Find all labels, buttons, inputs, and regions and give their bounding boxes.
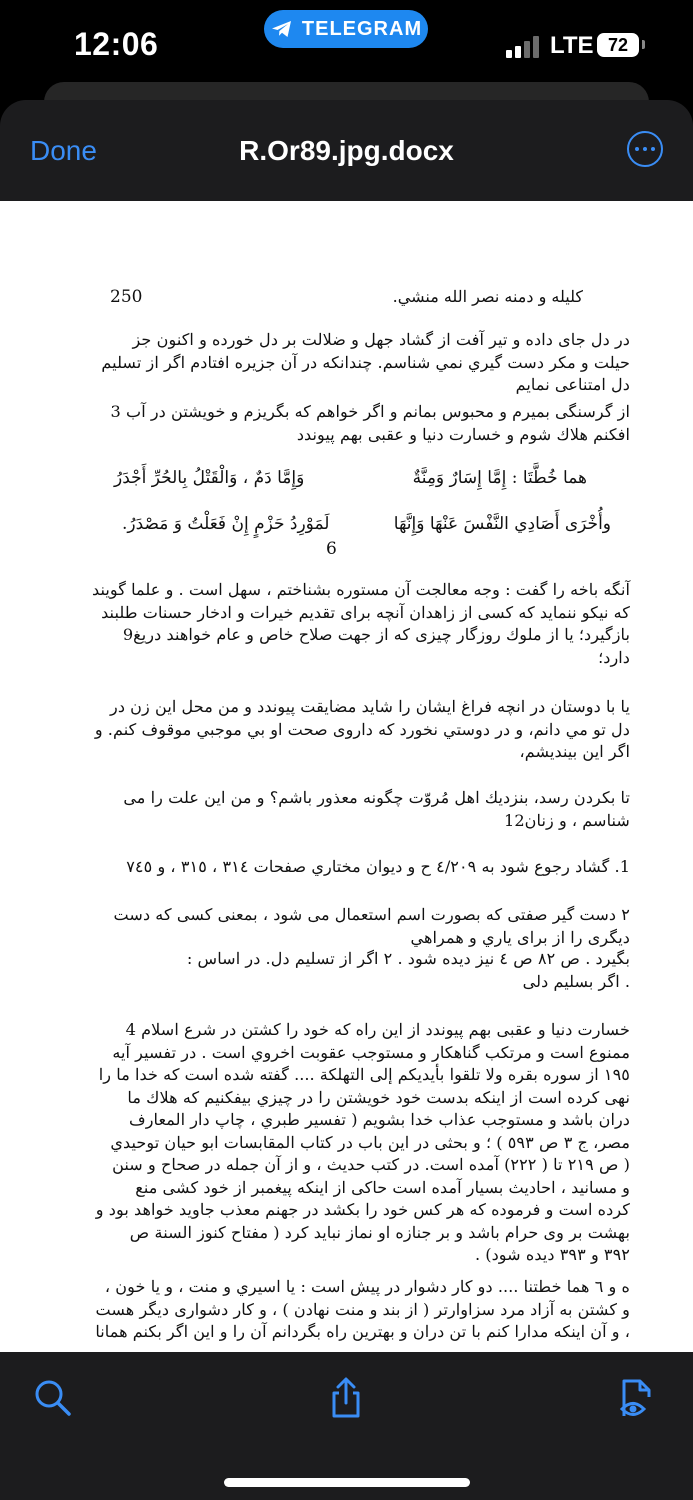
page-number: 250 bbox=[110, 287, 143, 307]
telegram-return-pill[interactable] bbox=[264, 10, 428, 48]
verse-line: لَمَوْرِدُ حَزْمٍ إِنْ فَعَلْتُ وَ مَصْدَرُ. bbox=[122, 514, 330, 534]
paragraph: در دل جاى داده و تير آفت از گشاد جهل و ضلالت بر دل خورده و اكنون جز حيلت و مكر دست گيري نمي شناسم. چندانكه در آن جزيره افتادم اگر از تسليم دل امتناعى نمايم bbox=[101, 330, 630, 394]
document-title: R.Or89.jpg.docx bbox=[239, 135, 454, 166]
battery-tip bbox=[642, 40, 645, 49]
ellipsis-circle-icon[interactable] bbox=[627, 131, 663, 167]
home-indicator[interactable] bbox=[224, 1478, 470, 1487]
paragraph: يا با دوستان در انچه فراغ ايشان را شايد مضايقت پيوندد و من محل اين زن در دل تو مي دانم، و در دوستي نخورد كه داروى صحت او بي موجبي موقوف كنم. و اگر اين بينديشم، bbox=[94, 697, 630, 761]
document-view-icon[interactable] bbox=[614, 1376, 658, 1420]
verse-line: هما خُطَّتَا : إِمَّا إِسَارٌ وَمِنَّةٌ bbox=[412, 468, 587, 488]
verse-line: وأُخْرَى أَصَادِي النَّفْسَ عَنْهَا وَإِنَّهَا bbox=[393, 514, 611, 534]
status-time: 12:06 bbox=[74, 26, 159, 62]
footnote: خسارت دنيا و عقبى بهم پيوندد از اين راه كه خود را كشتن در شرع اسلام 4 ممنوع است و مرتكب گناهكار و مستوجب عقوبت اخروي است . در تفسير آيه ١٩٥ از سوره بقره ولا تلقوا بأيديكم إلى التهلكة .... گفته شده است كه خدا ما را نهى كرده است از اينكه بدست خود خويشتن را در چيزي بيفكنيم كه هلاك ما دران باشد و مستوجب عذاب خدا بشويم ( تفسير طبري ، چاپ دار المعارف مصر، ج ٣ ص ٥٩٣ ) ؛ و بحثى در اين باب در كتاب المقابسات ابو حيان توحيدي ( ص ٢١٩ تا ( ٢٢٢) آمده است. در كتب حديث ، و از آن جمله در صحاح و سنن و مسانيد ، احاديث بسيار آمده است حاكى از اينكه پيغمبر از خود كشى منع كرده است و فرموده كه هر كس خود را بكشد در جهنم معذب جاويد خواهد بود و بهشت بر وى حرام باشد و بر جنازه او نماز نبايد كرد ( مفتاح كنوز السنة ص ٣٩٢ و ٣٩٣ ديده شود) . bbox=[95, 1020, 630, 1264]
network-type: LTE bbox=[550, 32, 594, 59]
page-header-title: كليله و دمنه نصر الله منشي. bbox=[392, 287, 583, 306]
paragraph: تا بكردن رسد، بنزديك اهل مُروّت چگونه معذور باشم؟ و من اين علت را مى شناسم ، و زنان12 bbox=[123, 788, 630, 830]
footnote: ه و ٦ هما خطتنا .... دو كار دشوار در پيش است : يا اسيري و منت ، و يا خون ، و كشتن به آزاد مرد سزاوارتر ( از بند و منت نهادن ) ، و كار دشوارى ديگر هست ، و آن اينكه مدارا كنم با تن دران و بهترين راه بگردانم آن را و اين اگر بكنم همانا bbox=[95, 1277, 630, 1341]
status-bar bbox=[0, 0, 693, 90]
search-icon[interactable] bbox=[31, 1376, 75, 1420]
cellular-signal-icon bbox=[506, 34, 540, 58]
verse-marker: 6 bbox=[326, 539, 337, 559]
verse-line: وَإِمَّا دَمٌ ، وَالْقَتْلُ بِالحُرِّ أَجْدَرُ bbox=[114, 468, 305, 488]
paragraph: آنگه باخه را گفت : وجه معالجت آن مستوره بشناختم ، سهل است . و علما گويند كه نيكو ننمايد كه كسى از زاهدان آنچه براى تقديم خيرات و ادخار حسنات طلبند بازگيرد؛ يا از ملوك روزگار چيزى كه از جهت صلاح خاص و عام خواهند دريغ9 دارد؛ bbox=[92, 580, 630, 667]
share-icon[interactable] bbox=[324, 1376, 368, 1420]
telegram-icon bbox=[270, 17, 294, 41]
done-button[interactable]: Done bbox=[30, 135, 97, 166]
footnote: بگيرد . ص ٨٢ ص ٤ نيز ديده شود . ٢ اگر از تسليم دل. در اساس : . اگر بسليم دلى bbox=[186, 949, 630, 991]
paragraph: از گرسنگى بميرم و محبوس بمانم و اگر خواهم كه بگريزم و خويشتن در آب 3 افكنم هلاك شوم و خسارت دنيا و عقبى بهم پيوندد bbox=[110, 402, 630, 444]
navigation-bar bbox=[0, 100, 693, 201]
battery-icon bbox=[597, 33, 639, 57]
footnote: ٢ دست گير صفتى كه بصورت اسم استعمال مى شود ، بمعنى كسى كه دست ديگرى را از براى ياري و همراهي bbox=[113, 905, 630, 947]
document-page[interactable] bbox=[0, 201, 693, 1352]
footnote: 1. گشاد رجوع شود به ٤/٢٠٩ ح و ديوان مختاري صفحات ٣١٤ ، ٣١٥ ، و ٧٤٥ bbox=[126, 857, 630, 876]
battery-level: 72 bbox=[607, 35, 629, 55]
telegram-label: TELEGRAM bbox=[301, 17, 423, 40]
